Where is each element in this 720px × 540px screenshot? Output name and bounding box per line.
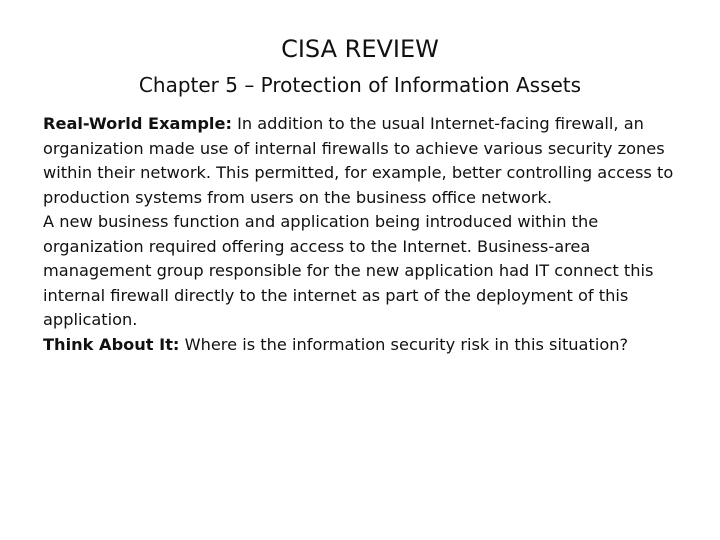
slide-body [43,112,700,357]
paragraph-label: Think About It: [43,334,180,354]
slide-title: CISA REVIEW [281,35,439,63]
paragraph-scenario [43,210,700,333]
paragraph-text: A new business function and application being introduced within the organization required offering access to the Internet. Business-area management group responsible for the new application had IT connect this internal firewall directly to the internet as part of the deployment of this application. [43,212,654,329]
paragraph-think-about-it [43,333,700,358]
paragraph-label: Real-World Example: [43,114,232,133]
paragraph-text: Where is the information security risk in this situation? [179,334,629,354]
paragraph-text: In addition to the usual Internet-facing firewall, an organization made use of internal firewalls to achieve various security zones within their network. This permitted, for example, better controlling access to production systems from users on the business office network. [43,114,674,207]
slide-subtitle: Chapter 5 – Protection of Information Assets [138,73,582,97]
paragraph-real-world-example [43,112,700,210]
